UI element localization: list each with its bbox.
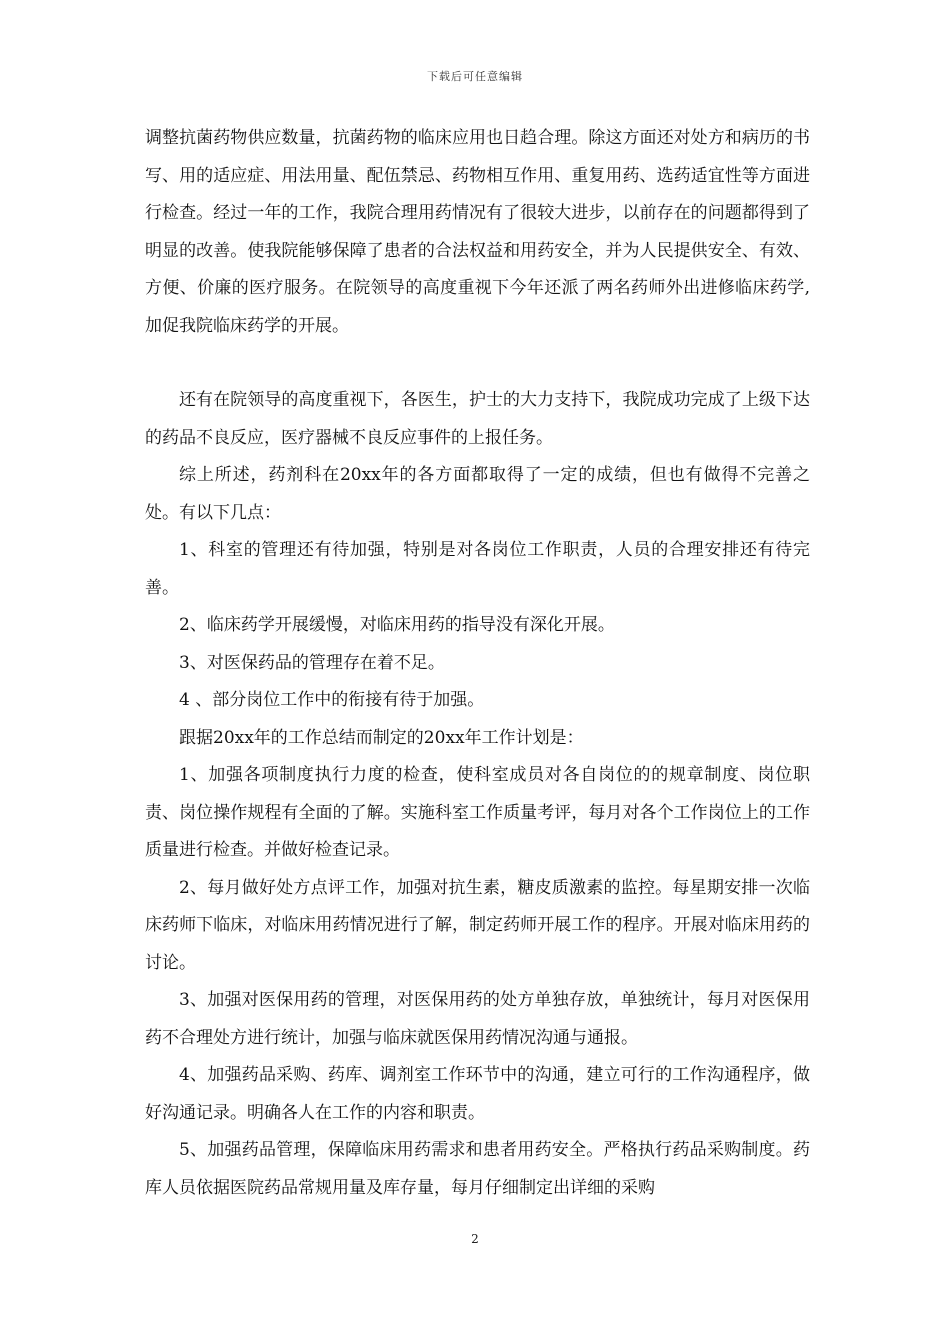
plan-item-2: 2、每月做好处方点评工作，加强对抗生素，糖皮质激素的监控。每星期安排一次临床药师下临床，对临床用药情况进行了解，制定药师开展工作的程序。开展对临床用药的讨论。: [145, 877, 810, 973]
page-header: 下载后可任意编辑: [427, 70, 523, 83]
shortcoming-item-2: 2、临床药学开展缓慢，对临床用药的指导没有深化开展。: [179, 615, 615, 635]
shortcoming-item-4: 4 、部分岗位工作中的衔接有待于加强。: [179, 690, 485, 710]
shortcoming-item-1: 1、科室的管理还有待加强，特别是对各岗位工作职责，人员的合理安排还有待完善。: [145, 540, 810, 598]
shortcoming-item-3: 3、对医保药品的管理存在着不足。: [179, 652, 445, 673]
paragraph-summary: 综上所述，药剂科在20xx年的各方面都取得了一定的成绩，但也有做得不完善之处。有以下几点：: [145, 465, 810, 523]
plan-item-3: 3、加强对医保用药的管理，对医保用药的处方单独存放，单独统计，每月对医保用药不合理处方进行统计，加强与临床就医保用药情况沟通与通报。: [145, 990, 810, 1048]
paragraph-spacer: [145, 345, 810, 382]
plan-item-4: 4、加强药品采购、药库、调剂室工作环节中的沟通，建立可行的工作沟通程序，做好沟通记录。明确各人在工作的内容和职责。: [145, 1065, 810, 1123]
paragraph-continuation: 调整抗菌药物供应数量，抗菌药物的临床应用也日趋合理。除这方面还对处方和病历的书写、用的适应症、用法用量、配伍禁忌、药物相互作用、重复用药、选药适宜性等方面进行检查。经过一年的工作，我院合理用药情况有了很较大进步，以前存在的问题都得到了明显的改善。使我院能够保障了患者的合法权益和用药安全，并为人民提供安全、有效、方便、价廉的医疗服务。在院领导的高度重视下今年还派了两名药师外出进修临床药学,加促我院临床药学的开展。: [145, 128, 810, 336]
plan-item-5: 5、加强药品管理，保障临床用药需求和患者用药安全。严格执行药品采购制度。药库人员依据医院药品常规用量及库存量，每月仔细制定出详细的采购: [145, 1140, 810, 1198]
document-body: [145, 120, 810, 1207]
page-number: 2: [471, 1232, 479, 1246]
plan-intro: 跟据20xx年的工作总结而制定的20xx年工作计划是：: [179, 727, 584, 748]
plan-item-1: 1、加强各项制度执行力度的检查，使科室成员对各自岗位的的规章制度、岗位职责、岗位操作规程有全面的了解。实施科室工作质量考评，每月对各个工作岗位上的工作质量进行检查。并做好检查记录。: [145, 765, 810, 860]
paragraph-reporting-task: 还有在院领导的高度重视下，各医生，护士的大力支持下，我院成功完成了上级下达的药品不良反应，医疗器械不良反应事件的上报任务。: [145, 390, 810, 448]
